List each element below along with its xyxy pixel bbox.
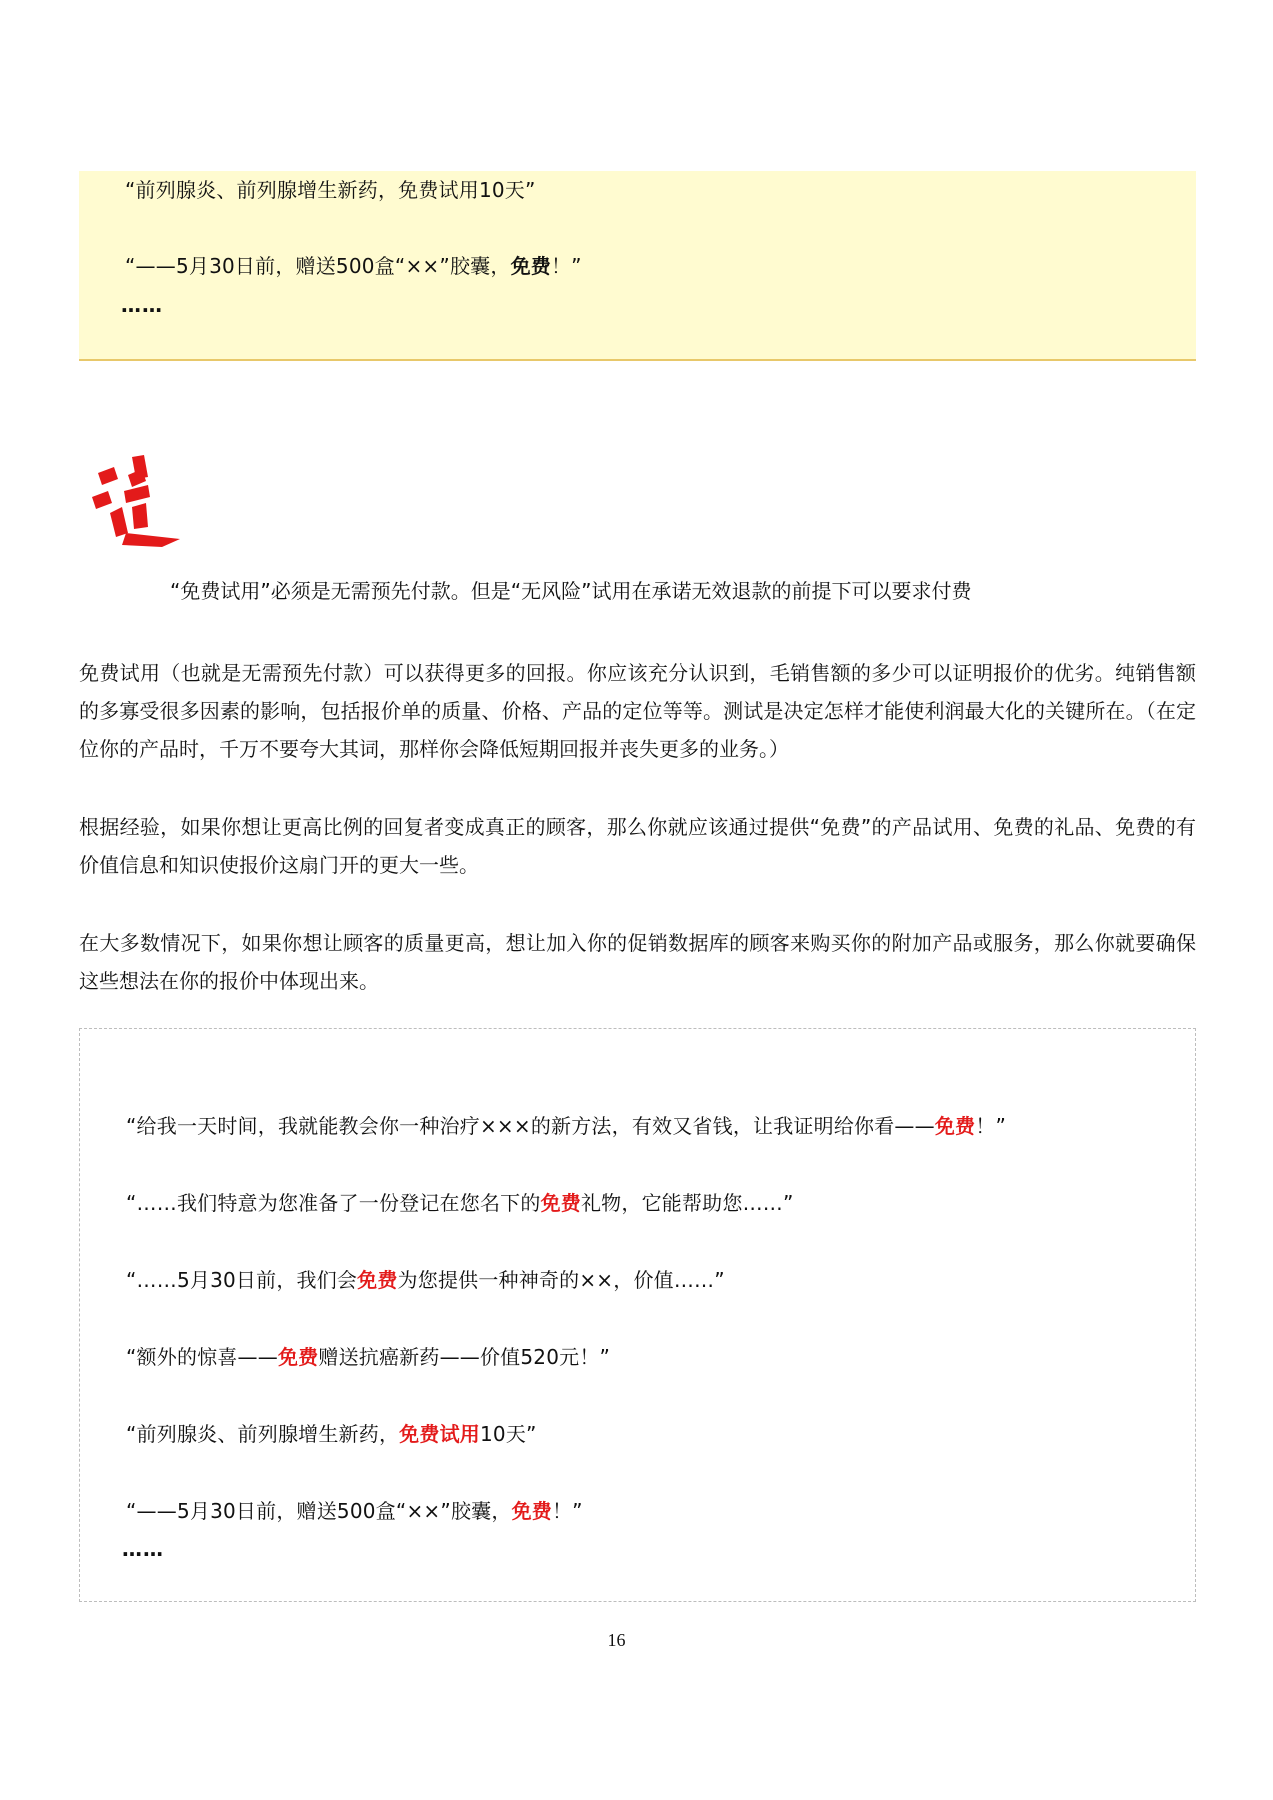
quote-text: “前列腺炎、前列腺增生新药， (126, 1422, 400, 1446)
quote-emphasis: 免费 (357, 1268, 398, 1292)
quote-text: “……5月30日前，我们会 (126, 1268, 358, 1292)
example-quote-box (79, 1028, 1196, 1602)
quote-line (126, 1267, 725, 1293)
quote-emphasis: 免费 (510, 254, 551, 278)
quote-text: ！” (975, 1114, 1007, 1138)
page-number: 16 (607, 1630, 626, 1650)
quote-emphasis: 免费 (934, 1114, 976, 1138)
quote-line (126, 1344, 610, 1370)
quote-text: “——5月30日前，赠送500盒“××”胶囊， (125, 254, 511, 278)
quote-line (126, 1190, 794, 1216)
note-stamp-icon (92, 455, 182, 560)
quote-line (126, 1421, 537, 1447)
quote-text: 礼物，它能帮助您……” (580, 1191, 794, 1215)
body-paragraph: 免费试用（也就是无需预先付款）可以获得更多的回报。你应该充分认识到，毛销售额的多少可以证明报价的优劣。纯销售额的多寡受很多因素的影响，包括报价单的质量、价格、产品的定位等等。测试是决定怎样才能使利润最大化的关键所在。（在定位你的产品时，千万不要夸大其词，那样你会降低短期回报并丧失更多的业务。） (79, 661, 1196, 761)
quote-line (126, 1113, 1006, 1139)
body-paragraph: 在大多数情况下，如果你想让顾客的质量更高，想让加入你的促销数据库的顾客来购买你的附加产品或服务，那么你就要确保这些想法在你的报价中体现出来。 (79, 931, 1196, 993)
quote-text: “……我们特意为您准备了一份登记在您名下的 (126, 1191, 541, 1215)
ellipsis: …… (121, 293, 163, 317)
quote-emphasis: 免费 (277, 1345, 319, 1369)
quote-text: ！” (550, 254, 582, 278)
quote-text: ！” (551, 1499, 583, 1523)
quote-text: “——5月30日前，赠送500盒“××”胶囊， (126, 1499, 512, 1523)
quote-text: “额外的惊喜—— (126, 1345, 278, 1369)
body-paragraph: 根据经验，如果你想让更高比例的回复者变成真正的顾客，那么你就应该通过提供“免费”的产品试用、免费的礼品、免费的有价值信息和知识使报价这扇门开的更大一些。 (79, 815, 1196, 877)
section-subtitle: “免费试用”必须是无需预先付款。但是“无风险”试用在承诺无效退款的前提下可以要求付费 (170, 579, 972, 603)
highlight-quote-box (79, 171, 1196, 361)
quote-text: “给我一天时间，我就能教会你一种治疗×××的新方法，有效又省钱，让我证明给你看—— (126, 1114, 935, 1138)
quote-line: “前列腺炎、前列腺增生新药，免费试用10天” (125, 178, 536, 202)
quote-text: 赠送抗癌新药——价值520元！” (318, 1345, 611, 1369)
quote-emphasis: 免费试用 (399, 1422, 480, 1446)
quote-line (126, 1498, 583, 1524)
ellipsis: …… (122, 1537, 164, 1561)
quote-text: 10天” (479, 1422, 537, 1446)
quote-text: 为您提供一种神奇的××，价值……” (397, 1268, 725, 1292)
quote-emphasis: 免费 (540, 1191, 581, 1215)
quote-emphasis: 免费 (511, 1499, 552, 1523)
quote-line (125, 253, 582, 279)
